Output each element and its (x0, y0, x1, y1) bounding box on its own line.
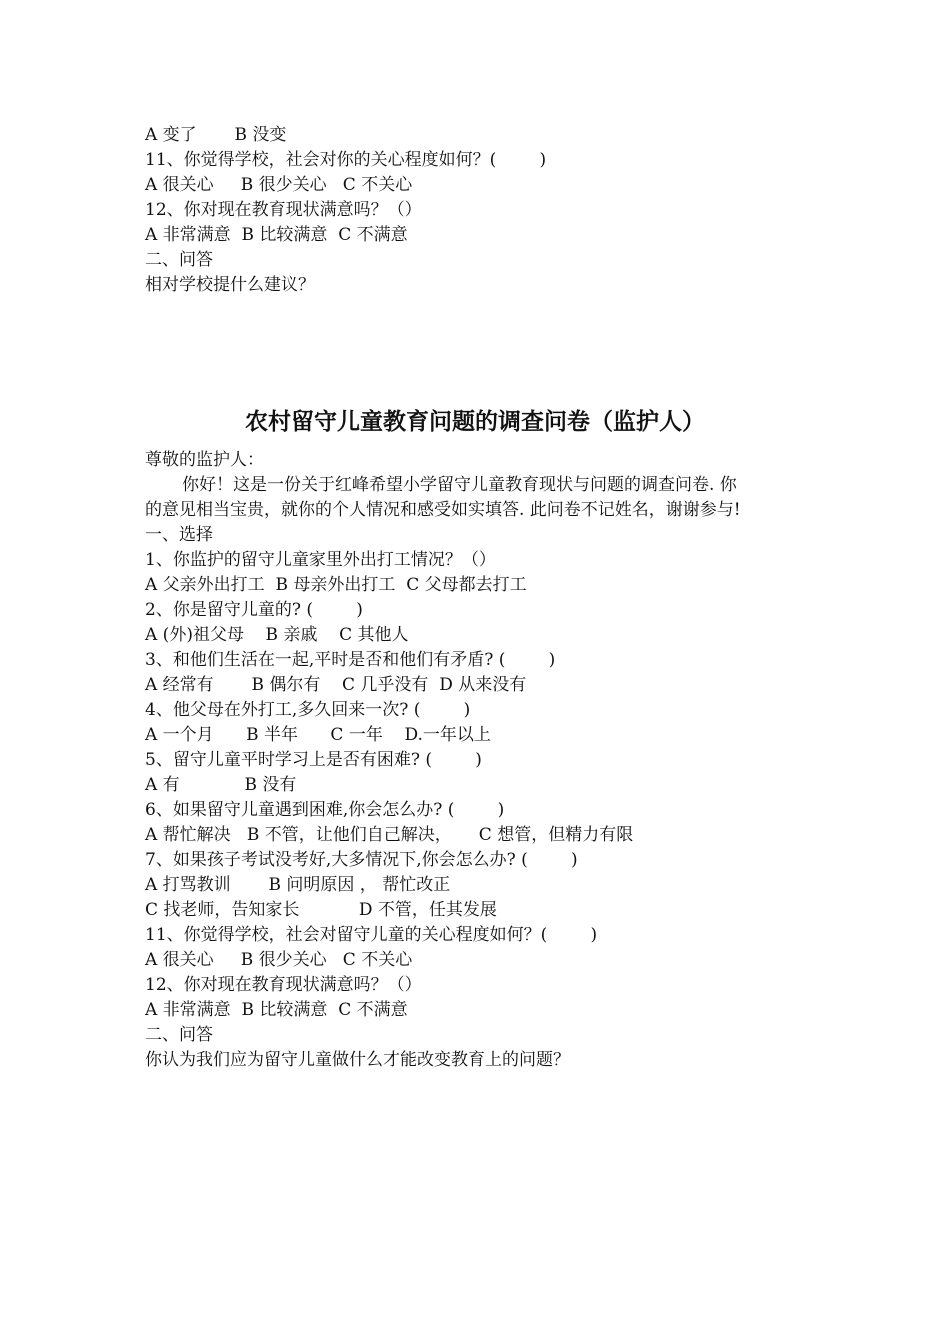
question-line: 11、你觉得学校，社会对留守儿童的关心程度如何？( ) (145, 925, 598, 945)
intro-paragraph-line: 的意见相当宝贵，就你的个人情况和感受如实填答. 此问卷不记姓名，谢谢参与! (145, 500, 741, 520)
answer-options-line: C 找老师，告知家长 D 不管，任其发展 (145, 900, 497, 920)
question-line: 3、和他们生活在一起,平时是否和他们有矛盾? ( ) (145, 650, 556, 670)
section-heading: 二、问答 (145, 250, 213, 270)
answer-options-line: A (外)祖父母 B 亲戚 C 其他人 (145, 625, 409, 645)
answer-options-line: A 很关心 B 很少关心 C 不关心 (145, 175, 413, 195)
answer-options-line: A 一个月 B 半年 C 一年 D.一年以上 (145, 725, 491, 745)
survey-title: 农村留守儿童教育问题的调查问卷（监护人） (245, 408, 705, 435)
question-line: 11、你觉得学校，社会对你的关心程度如何？( ) (145, 150, 547, 170)
answer-options-line: A 有 B 没有 (145, 775, 297, 795)
section-heading: 一、选择 (145, 525, 213, 545)
question-line: 1、你监护的留守儿童家里外出打工情况？（） (145, 550, 496, 570)
section-heading: 二、问答 (145, 1025, 213, 1045)
question-line: 4、他父母在外打工,多久回来一次? ( ) (145, 700, 471, 720)
answer-options-line: A 父亲外出打工 B 母亲外出打工 C 父母都去打工 (145, 575, 527, 595)
answer-options-line: A 帮忙解决 B 不管，让他们自己解决， C 想管，但精力有限 (145, 825, 634, 845)
question-line: 12、你对现在教育现状满意吗？（） (145, 975, 422, 995)
answer-options-line: A 变了 B 没变 (145, 125, 287, 145)
answer-options-line: A 打骂教训 B 问明原因 ， 帮忙改正 (145, 875, 451, 895)
open-question-line: 你认为我们应为留守儿童做什么才能改变教育上的问题？ (145, 1050, 570, 1070)
open-question-line: 相对学校提什么建议？ (145, 275, 315, 295)
answer-options-line: A 非常满意 B 比较满意 C 不满意 (145, 1000, 408, 1020)
intro-paragraph-line: 你好！这是一份关于红峰希望小学留守儿童教育现状与问题的调查问卷. 你 (182, 475, 737, 495)
question-line: 6、如果留守儿童遇到困难,你会怎么办? ( ) (145, 800, 505, 820)
greeting-line: 尊敬的监护人： (145, 450, 264, 470)
question-line: 7、如果孩子考试没考好,大多情况下,你会怎么办? ( ) (145, 850, 578, 870)
guardian-questionnaire (145, 448, 815, 1073)
answer-options-line: A 很关心 B 很少关心 C 不关心 (145, 950, 413, 970)
question-line: 12、你对现在教育现状满意吗？（） (145, 200, 422, 220)
question-line: 2、你是留守儿童的? ( ) (145, 600, 363, 620)
question-line: 5、留守儿童平时学习上是否有困难? ( ) (145, 750, 482, 770)
answer-options-line: A 非常满意 B 比较满意 C 不满意 (145, 225, 408, 245)
answer-options-line: A 经常有 B 偶尔有 C 几乎没有 D 从来没有 (145, 675, 527, 695)
previous-questionnaire-tail (145, 123, 825, 298)
